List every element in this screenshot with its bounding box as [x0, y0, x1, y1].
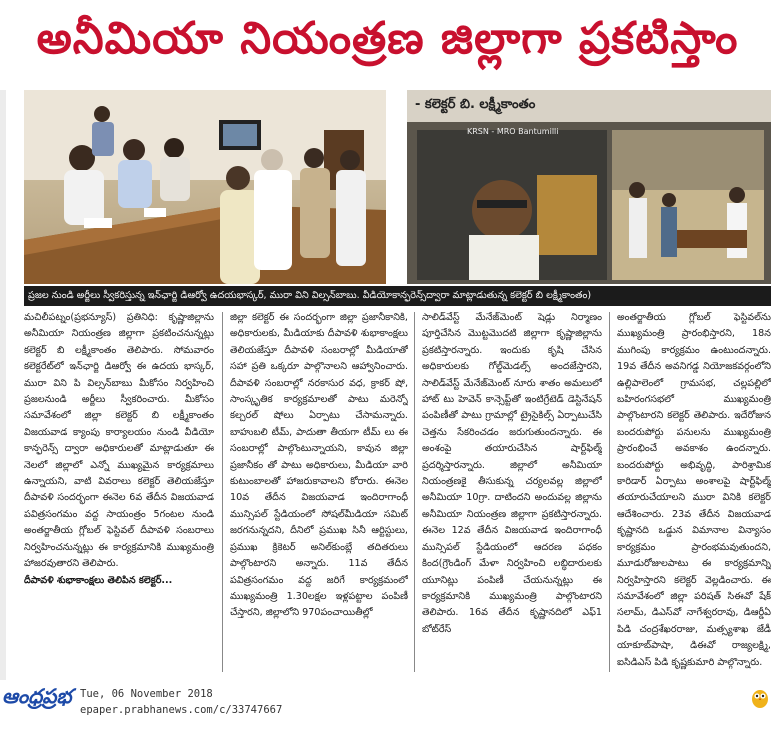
- meeting-scene-illustration: [24, 90, 386, 284]
- edition-date: Tue, 06 November 2018: [80, 688, 213, 700]
- photo-caption-strip: [24, 286, 771, 306]
- article-text: అంతర్జాతీయ గ్లోబల్ ఫెస్టివల్‌ను ముఖ్యమంత్రి ప్రారంభిస్తారని, 18న ముగింపు కార్యక్రమం ఉంటుందన్నారు. 19వ తేదీన అవనిగడ్డ నియోజకవర్గంలోని ఉల్లిపాలెంలో గ్రామసభ, చల్లపల్లిలో బహిరంగసభలో ముఖ్యమంత్రి పాల్గొంటారని కలెక్టర్ తెలిపారు. ఇదేరోజున బందరుపోర్టు పనులను ముఖ్యమంత్రి ప్రారంభించే అవకాశం ఉందన్నారు. బందరుపోర్టు అభివృద్ధి, పారిశ్రామిక కారిడార్ ఏర్పాటు అంశాలపై షార్ట్‌ఫిల్మ్ తయారుచేయాలని మురా వినికి కలెక్టర్ ఆదేశించారు. 23వ తేదీన విజయవాడ కృష్ణానది ఒడ్డున విమానాల విన్యాసం కార్యక్రమం ప్రారంభమవుతుందని, మూడురోజులపాటు ఈ కార్యక్రమాన్ని నిర్వహిస్తారని కలెక్టర్ వెల్లడించారు. ఈ సమావేశంలో జిల్లా పరిషత్ సిఈవో షేక్ సలామ్, డిఎస్‌వో నాగేశ్వరరావు, డిఆర్డీఏ పిడి చంద్రశేఖరరాజు, మత్స్యశాఖ జేడీ యాకూబ్‌పాషా, డిఈవో రాజ్యలక్ష్మి, ఐసిడిఎస్ పిడి కృష్ణకుమారి పాల్గొన్నారు.: [617, 312, 771, 668]
- article-column-3: [422, 310, 602, 675]
- collector-caption: - కలెక్టర్ బి. లక్ష్మీకాంతం: [415, 97, 536, 112]
- article-column-4: [617, 310, 771, 675]
- footer: [0, 682, 775, 747]
- headline-banner: [0, 0, 775, 88]
- article-body: [24, 310, 771, 675]
- headline: అనీమియా నియంత్రణ జిల్లాగా ప్రకటిస్తాం: [36, 13, 739, 64]
- article-text: జిల్లా కలెక్టర్ ఈ సందర్భంగా జిల్లా ప్రజానీకానికి, అధికారులకు, మీడియాకు దీపావళి శుభాకాంక్షలు తెలియజేస్తూ దీపావళి సంబరాల్లో మీడియాతో సహా ప్రతి ఒక్కరూ పాల్గొనాలని ఆహ్వానించారు. దీపావళి సంబరాల్లో నరకాసుర వధ, క్రాకర్ షో, సాంస్కృతిక కార్యక్రమాలతో పాటు మరెన్నో కల్చరల్ షోలు ఏర్పాటు చేసామన్నారు. బాహుబలి టీమ్, పాదుతా తీయగా టీమ్ లు ఈ సంబరాల్లో పాల్గొంటున్నాయని, కావున జిల్లా ప్రజానీకం తో పాటు అధికారులు, మీడియా వారి కుటుంబాలతో హాజరుకావాలని కోరారు. ఈనెల 10వ తేదీన విజయవాడ ఇందిరాగాంధీ మున్సిపల్ స్టేడియంలో సోషల్‌మీడియా సమిట్ జరగనున్నదని, దీనిలో ప్రముఖ సినీ ఆర్టిస్టులు, ప్రముఖ క్రికెటర్ అనిల్‌కుంబ్లే తదితరులు పాల్గొంటారని అన్నారు. 11వ తేదీన పవిత్రసంగమం వద్ద జరిగే కార్యక్రమంలో ముఖ్యమంత్రి 1.30లక్షల ఇళ్లపట్టాల పంపిణీ చేస్తారని, జిల్లాలోని 970పంచాయితీల్లో: [230, 312, 408, 619]
- article-text: మచిలీపట్నం(ప్రభన్యూస్) ప్రతినిధి: కృష్ణాజిల్లాను అనీమియా నియంత్రణ జిల్లాగా ప్రకటించనున్నట్లు కలెక్టర్ బి లక్ష్మీకాంతం తెలిపారు. సోమవారం కలెక్టరేట్‌లో ఇన్‌ఛార్జి డిఆర్వో ఈ ఉదయ భాస్కర్, మురా విని పి విల్సన్‌బాబు మీకోసం నిర్వహించి ప్రజలనుండి అర్జీలు స్వీకరించారు. మీకోసం సమావేశంలో జిల్లా కలెక్టర్ బి లక్ష్మీకాంతం విజయవాడ క్యాంపు కార్యాలయం నుండి వీడియో కాన్ఫరెన్స్ ద్వారా అధికారులతో మాట్లాడుతూ ఈ నెలలో జిల్లాలో ఎన్నో ముఖ్యమైన కార్యక్రమాలు ఉన్నాయని, వాటి వివరాలు కలెక్టర్ తెలియజేస్తూ దీపావళి సందర్భంగా ఈనెల 6వ తేదీన విజయవాడ పవిత్రసంగమం వద్ద సాయంత్రం 5గంటల నుండి అంతర్జాతీయ గ్లోబల్ ఫెస్టివల్ దీపావళి సంబరాలు నిర్వహించనున్నట్లు ఈ కార్యక్రమానికి ముఖ్యమంత్రి హాజరవుతారని తెలిపారు.: [24, 312, 214, 570]
- screen-label: KRSN - MRO Bantumilli: [467, 127, 559, 136]
- page-edge-strip: [0, 90, 6, 680]
- photo-grievance-meeting: [24, 90, 386, 284]
- article-column-2: [230, 310, 408, 675]
- photo-caption: ప్రజల నుండి అర్జీలు స్వీకరిస్తున్న ఇన్‌ఛార్జి డిఆర్వో ఉదయభాస్కర్, మురా విని విల్సన్‌బాబు. వీడియోకాన్ఫరెన్స్‌ద్వారా మాట్లాడుతున్న కలెక్టర్ బి లక్ష్మీకాంతం): [28, 289, 592, 301]
- owl-icon: [750, 686, 770, 708]
- newspaper-logo: ఆంధ్రప్రభ: [2, 684, 72, 708]
- photo-caption-overlay: [407, 90, 771, 122]
- subheading: దీపావళి శుభాకాంక్షలు తెలిపిన కలెక్టర్...: [24, 574, 173, 586]
- article-text: సాలిడ్‌వేస్ట్ మేనేజ్‌మెంట్ షెడ్లు నిర్మాణం పూర్తిచేసిన మొట్టమొదటి జిల్లాగా కృష్ణాజిల్లాను ప్రకటిస్తారన్నారు. ఇందుకు కృషి చేసిన అధికారులకు గోల్డ్‌మెడల్స్ అందజేస్తారని, సాలిడ్‌వేస్ట్ మేనేజ్‌మెంట్ నూరు శాతం అమలులో హాట్ టు హెవెన్ కాన్సెప్ట్‌తో ఇంటిగ్రేటెడ్ డెస్టినేషన్ పంపిణీతో పాటు గ్రామాల్లో ట్రైసైకిల్స్ ఏర్పాటుచేసి చెత్తను సేకరించడం జరుగుతుందన్నారు. ఈ అంశంపై తయారుచేసిన షార్ట్‌ఫిల్మ్‌ ప్రదర్శిస్తారన్నారు. జిల్లాలో అనీమియా నియంత్రణకై తీసుకున్న చర్యలవల్ల జిల్లాలో అనీమియా 10గ్రా. దాటిందని అందువల్ల జిల్లాను అనీమియా నియంత్రణ జిల్లాగా ప్రకటిస్తారన్నారు. ఈనెల 12వ తేదీన విజయవాడ ఇందిరాగాంధీ మున్సిపల్ స్టేడియంలో ఆదరణ పధకం కింద(గ్రౌండింగ్ మేళా నిర్వహించి లబ్ధిదారులకు యూనిట్లు పంపిణీ చేయనున్నట్లు ఈ కార్యక్రమానికి ముఖ్యమంత్రి పాల్గొంటారని తెలిపారు. 16వ తేదీన కృష్ణానదిలో ఎఫ్1 బోట్‌రేస్: [422, 312, 602, 635]
- photo-video-conference: [407, 90, 771, 284]
- article-column-1: [24, 310, 214, 675]
- epaper-url[interactable]: epaper.prabhanews.com/c/33747667: [80, 704, 283, 716]
